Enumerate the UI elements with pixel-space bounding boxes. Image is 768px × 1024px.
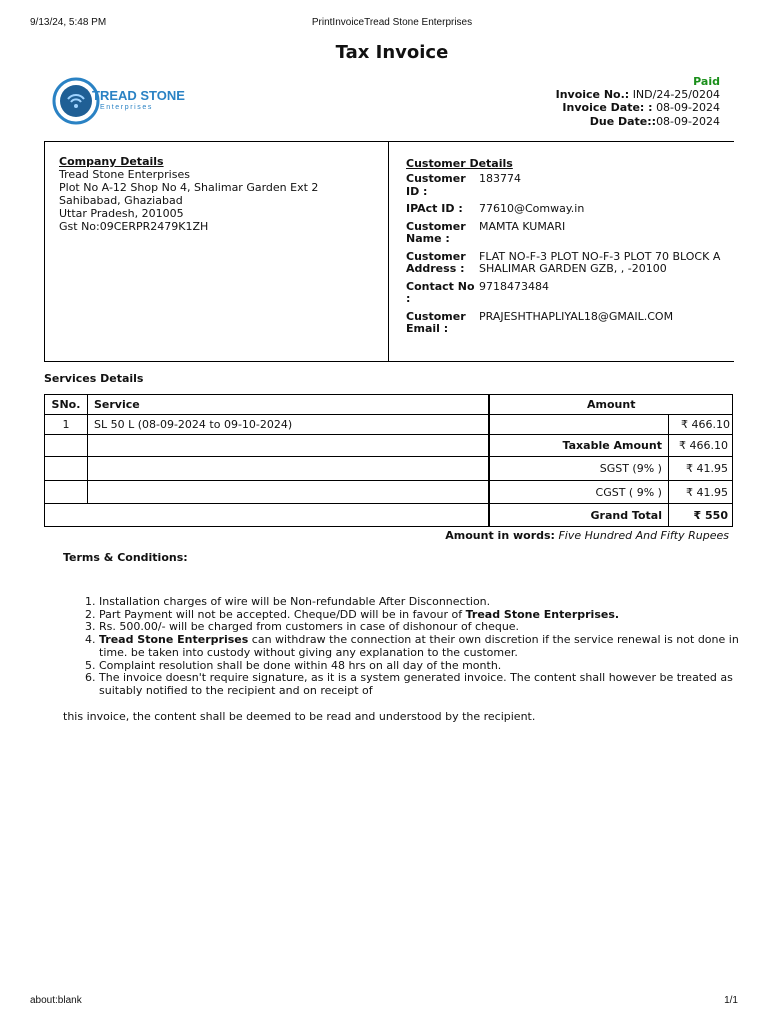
list-item: 5. Complaint resolution shall be done within 48 hrs on all day of the month.: [99, 660, 739, 673]
company-line: Gst No:09CERPR2479K1ZH: [59, 220, 209, 233]
company-line: Uttar Pradesh, 201005: [59, 207, 184, 220]
print-page-title: PrintInvoiceTread Stone Enterprises: [311, 17, 473, 28]
list-item: 6. The invoice doesn't require signature, as it is a system generated invoice. The content shall however be treated as suitably notified to the recipient and on receipt of: [99, 672, 739, 697]
company-logo: [52, 77, 212, 125]
list-item: 1. Installation charges of wire will be Non-refundable After Disconnection.: [99, 596, 739, 609]
terms-tail: this invoice, the content shall be deemed to be read and understood by the recipient.: [63, 710, 536, 723]
invoice-meta: [556, 75, 720, 128]
print-page-count: 1/1: [724, 995, 738, 1006]
amount-in-words: Amount in words: Five Hundred And Fifty Rupees: [445, 529, 729, 542]
table-row: CGST ( 9% ) ₹ 41.95: [45, 481, 733, 504]
table-row: Taxable Amount ₹ 466.10: [45, 435, 733, 457]
table-header: SNo. Service Amount: [45, 395, 733, 415]
customer-row: Customer ID : 183774: [406, 172, 521, 198]
services-heading: Services Details: [44, 372, 144, 385]
customer-details: [406, 157, 734, 341]
company-line: Plot No A-12 Shop No 4, Shalimar Garden Ext 2: [59, 181, 319, 194]
invoice-number: Invoice No.: IND/24-25/0204: [555, 88, 720, 102]
services-table: [44, 394, 733, 527]
logo-icon: [52, 77, 212, 125]
customer-row: IPAct ID : 77610@Comway.in: [406, 202, 585, 215]
due-date: Due Date::08-09-2024: [589, 114, 720, 128]
customer-row: Customer Name : MAMTA KUMARI: [406, 219, 566, 245]
logo-subtitle: Enterprises: [100, 104, 154, 111]
list-item: 2. Part Payment will not be accepted. Cheque/DD will be in favour of Tread Stone Enterprises.: [99, 609, 739, 622]
print-datetime: 9/13/24, 5:48 PM: [30, 17, 107, 28]
terms-heading: Terms & Conditions:: [63, 551, 188, 564]
terms-list: [80, 596, 739, 698]
table-row: 1 SL 50 L (08-09-2024 to 09-10-2024) ₹ 466.10: [45, 415, 733, 435]
page-title: Tax Invoice: [335, 42, 449, 63]
customer-row: Contact No : 9718473484: [406, 279, 549, 305]
details-divider: [388, 141, 389, 362]
customer-row: Customer Email : PRAJESHTHAPLIYAL18@GMAIL.COM: [406, 309, 674, 335]
company-line: Tread Stone Enterprises: [59, 168, 190, 181]
print-url: about:blank: [30, 995, 82, 1006]
company-heading: Company Details: [59, 155, 164, 168]
logo-name: TREAD STONE: [92, 88, 185, 103]
list-item: 4. Tread Stone Enterprises can withdraw the connection at their own discretion if the service renewal is not done in time. be taken into custody without giving any explanation to the customer.: [99, 634, 739, 659]
company-details: [59, 155, 318, 233]
customer-heading: Customer Details: [406, 157, 513, 170]
table-row: Grand Total ₹ 550: [45, 504, 733, 527]
status-badge: Paid: [693, 75, 720, 88]
company-line: Sahibabad, Ghaziabad: [59, 194, 183, 207]
list-item: 3. Rs. 500.00/- will be charged from customers in case of dishonour of cheque.: [99, 621, 739, 634]
customer-row: Customer Address : FLAT NO-F-3 PLOT NO-F-3 PLOT 70 BLOCK A SHALIMAR GARDEN GZB, , -20100: [406, 249, 721, 275]
table-row: SGST (9% ) ₹ 41.95: [45, 457, 733, 481]
invoice-date: Invoice Date: : 08-09-2024: [562, 101, 720, 115]
